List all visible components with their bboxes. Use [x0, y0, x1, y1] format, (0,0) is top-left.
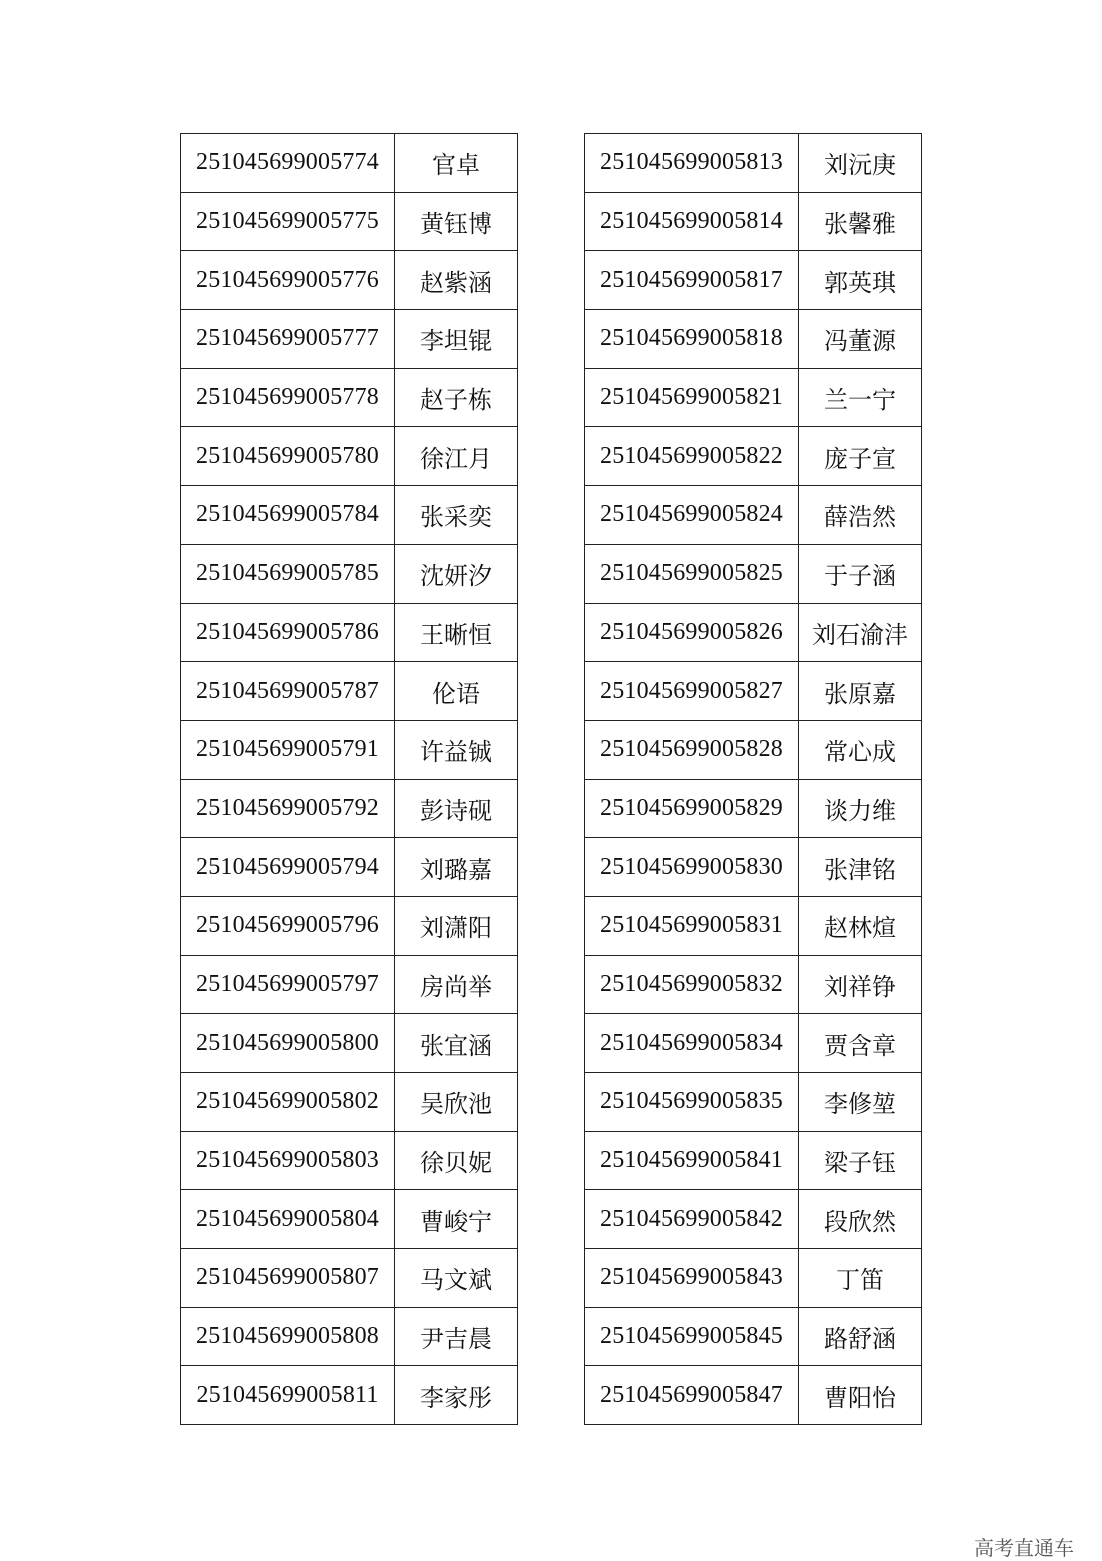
candidate-name: 赵子栋	[395, 368, 518, 427]
candidate-id: 251045699005822	[585, 427, 799, 486]
candidate-name: 刘璐嘉	[395, 838, 518, 897]
candidate-name: 谈力维	[799, 779, 922, 838]
table-row	[181, 1249, 518, 1308]
candidate-id: 251045699005786	[181, 603, 395, 662]
candidate-name: 冯董源	[799, 310, 922, 369]
candidate-id: 251045699005804	[181, 1190, 395, 1249]
table-row	[181, 134, 518, 193]
candidate-name: 常心成	[799, 720, 922, 779]
candidate-id: 251045699005824	[585, 486, 799, 545]
candidate-name: 刘沅庚	[799, 134, 922, 193]
table-row	[585, 662, 922, 721]
candidate-id: 251045699005776	[181, 251, 395, 310]
candidate-id: 251045699005800	[181, 1014, 395, 1073]
table-row	[181, 1073, 518, 1132]
table-row	[181, 1307, 518, 1366]
table-row	[181, 662, 518, 721]
table-row	[585, 368, 922, 427]
candidate-id: 251045699005787	[181, 662, 395, 721]
candidate-id: 251045699005847	[585, 1366, 799, 1425]
candidate-name: 薛浩然	[799, 486, 922, 545]
candidate-name: 丁笛	[799, 1249, 922, 1308]
table-row	[181, 486, 518, 545]
candidate-id: 251045699005841	[585, 1131, 799, 1190]
table-row	[585, 134, 922, 193]
candidate-id: 251045699005808	[181, 1307, 395, 1366]
table-row	[585, 603, 922, 662]
candidate-id: 251045699005774	[181, 134, 395, 193]
table-row	[181, 1366, 518, 1425]
candidate-name: 黄钰博	[395, 192, 518, 251]
candidate-name: 曹峻宁	[395, 1190, 518, 1249]
candidate-name: 于子涵	[799, 544, 922, 603]
candidate-name: 贾含章	[799, 1014, 922, 1073]
candidate-id: 251045699005814	[585, 192, 799, 251]
candidate-id: 251045699005843	[585, 1249, 799, 1308]
candidate-id: 251045699005792	[181, 779, 395, 838]
candidate-name: 刘石渝沣	[799, 603, 922, 662]
candidate-name: 庞子宣	[799, 427, 922, 486]
candidate-id: 251045699005775	[181, 192, 395, 251]
candidate-name: 曹阳怡	[799, 1366, 922, 1425]
table-row	[181, 1131, 518, 1190]
table-row	[585, 486, 922, 545]
table-row	[585, 1131, 922, 1190]
candidate-id: 251045699005780	[181, 427, 395, 486]
candidate-id: 251045699005834	[585, 1014, 799, 1073]
table-row	[181, 251, 518, 310]
candidate-name: 刘潇阳	[395, 896, 518, 955]
candidate-name: 赵林煊	[799, 896, 922, 955]
candidate-id: 251045699005778	[181, 368, 395, 427]
candidate-name: 李修堃	[799, 1073, 922, 1132]
candidate-id: 251045699005803	[181, 1131, 395, 1190]
candidate-name: 李坦锟	[395, 310, 518, 369]
candidate-name: 路舒涵	[799, 1307, 922, 1366]
candidate-name: 尹吉晨	[395, 1307, 518, 1366]
table-row	[585, 896, 922, 955]
roster-table-left	[180, 133, 518, 1425]
candidate-name: 刘祥铮	[799, 955, 922, 1014]
candidate-id: 251045699005830	[585, 838, 799, 897]
table-row	[585, 192, 922, 251]
table-row	[181, 1190, 518, 1249]
table-row	[181, 368, 518, 427]
candidate-name: 梁子钰	[799, 1131, 922, 1190]
table-row	[585, 1366, 922, 1425]
candidate-name: 张宜涵	[395, 1014, 518, 1073]
candidate-id: 251045699005802	[181, 1073, 395, 1132]
candidate-id: 251045699005811	[181, 1366, 395, 1425]
candidate-id: 251045699005831	[585, 896, 799, 955]
table-row	[181, 544, 518, 603]
candidate-name: 官卓	[395, 134, 518, 193]
candidate-name: 张原嘉	[799, 662, 922, 721]
table-row	[585, 544, 922, 603]
candidate-name: 李家彤	[395, 1366, 518, 1425]
candidate-id: 251045699005821	[585, 368, 799, 427]
candidate-id: 251045699005807	[181, 1249, 395, 1308]
candidate-name: 张采奕	[395, 486, 518, 545]
table-row	[181, 192, 518, 251]
candidate-id: 251045699005777	[181, 310, 395, 369]
table-row	[181, 310, 518, 369]
candidate-name: 郭英琪	[799, 251, 922, 310]
candidate-id: 251045699005832	[585, 955, 799, 1014]
candidate-name: 段欣然	[799, 1190, 922, 1249]
candidate-name: 张津铭	[799, 838, 922, 897]
candidate-name: 徐贝妮	[395, 1131, 518, 1190]
candidate-id: 251045699005797	[181, 955, 395, 1014]
table-row	[585, 1014, 922, 1073]
table-row	[181, 427, 518, 486]
candidate-name: 彭诗砚	[395, 779, 518, 838]
table-row	[181, 779, 518, 838]
candidate-id: 251045699005791	[181, 720, 395, 779]
candidate-name: 赵紫涵	[395, 251, 518, 310]
candidate-id: 251045699005794	[181, 838, 395, 897]
table-row	[181, 720, 518, 779]
candidate-id: 251045699005785	[181, 544, 395, 603]
table-row	[585, 838, 922, 897]
table-row	[181, 896, 518, 955]
candidate-id: 251045699005827	[585, 662, 799, 721]
candidate-name: 兰一宁	[799, 368, 922, 427]
candidate-name: 马文斌	[395, 1249, 518, 1308]
candidate-name: 王晰恒	[395, 603, 518, 662]
candidate-name: 房尚举	[395, 955, 518, 1014]
candidate-id: 251045699005842	[585, 1190, 799, 1249]
table-row	[585, 720, 922, 779]
candidate-name: 沈妍汐	[395, 544, 518, 603]
candidate-id: 251045699005826	[585, 603, 799, 662]
candidate-id: 251045699005829	[585, 779, 799, 838]
candidate-name: 张馨雅	[799, 192, 922, 251]
table-row	[585, 251, 922, 310]
table-row	[585, 955, 922, 1014]
candidate-name: 徐江月	[395, 427, 518, 486]
candidate-id: 251045699005835	[585, 1073, 799, 1132]
candidate-id: 251045699005825	[585, 544, 799, 603]
table-row	[585, 779, 922, 838]
table-row	[585, 1190, 922, 1249]
table-row	[181, 838, 518, 897]
table-row	[585, 310, 922, 369]
candidate-name: 吴欣池	[395, 1073, 518, 1132]
table-row	[585, 1073, 922, 1132]
candidate-id: 251045699005845	[585, 1307, 799, 1366]
table-row	[181, 1014, 518, 1073]
watermark-text: 高考直通车	[974, 1536, 1074, 1560]
table-row	[585, 1307, 922, 1366]
table-row	[585, 1249, 922, 1308]
candidate-name: 伦语	[395, 662, 518, 721]
candidate-id: 251045699005828	[585, 720, 799, 779]
candidate-name: 许益铖	[395, 720, 518, 779]
table-row	[585, 427, 922, 486]
candidate-id: 251045699005796	[181, 896, 395, 955]
candidate-id: 251045699005817	[585, 251, 799, 310]
candidate-id: 251045699005818	[585, 310, 799, 369]
table-row	[181, 603, 518, 662]
table-row	[181, 955, 518, 1014]
roster-table-right	[584, 133, 922, 1425]
candidate-id: 251045699005813	[585, 134, 799, 193]
candidate-id: 251045699005784	[181, 486, 395, 545]
